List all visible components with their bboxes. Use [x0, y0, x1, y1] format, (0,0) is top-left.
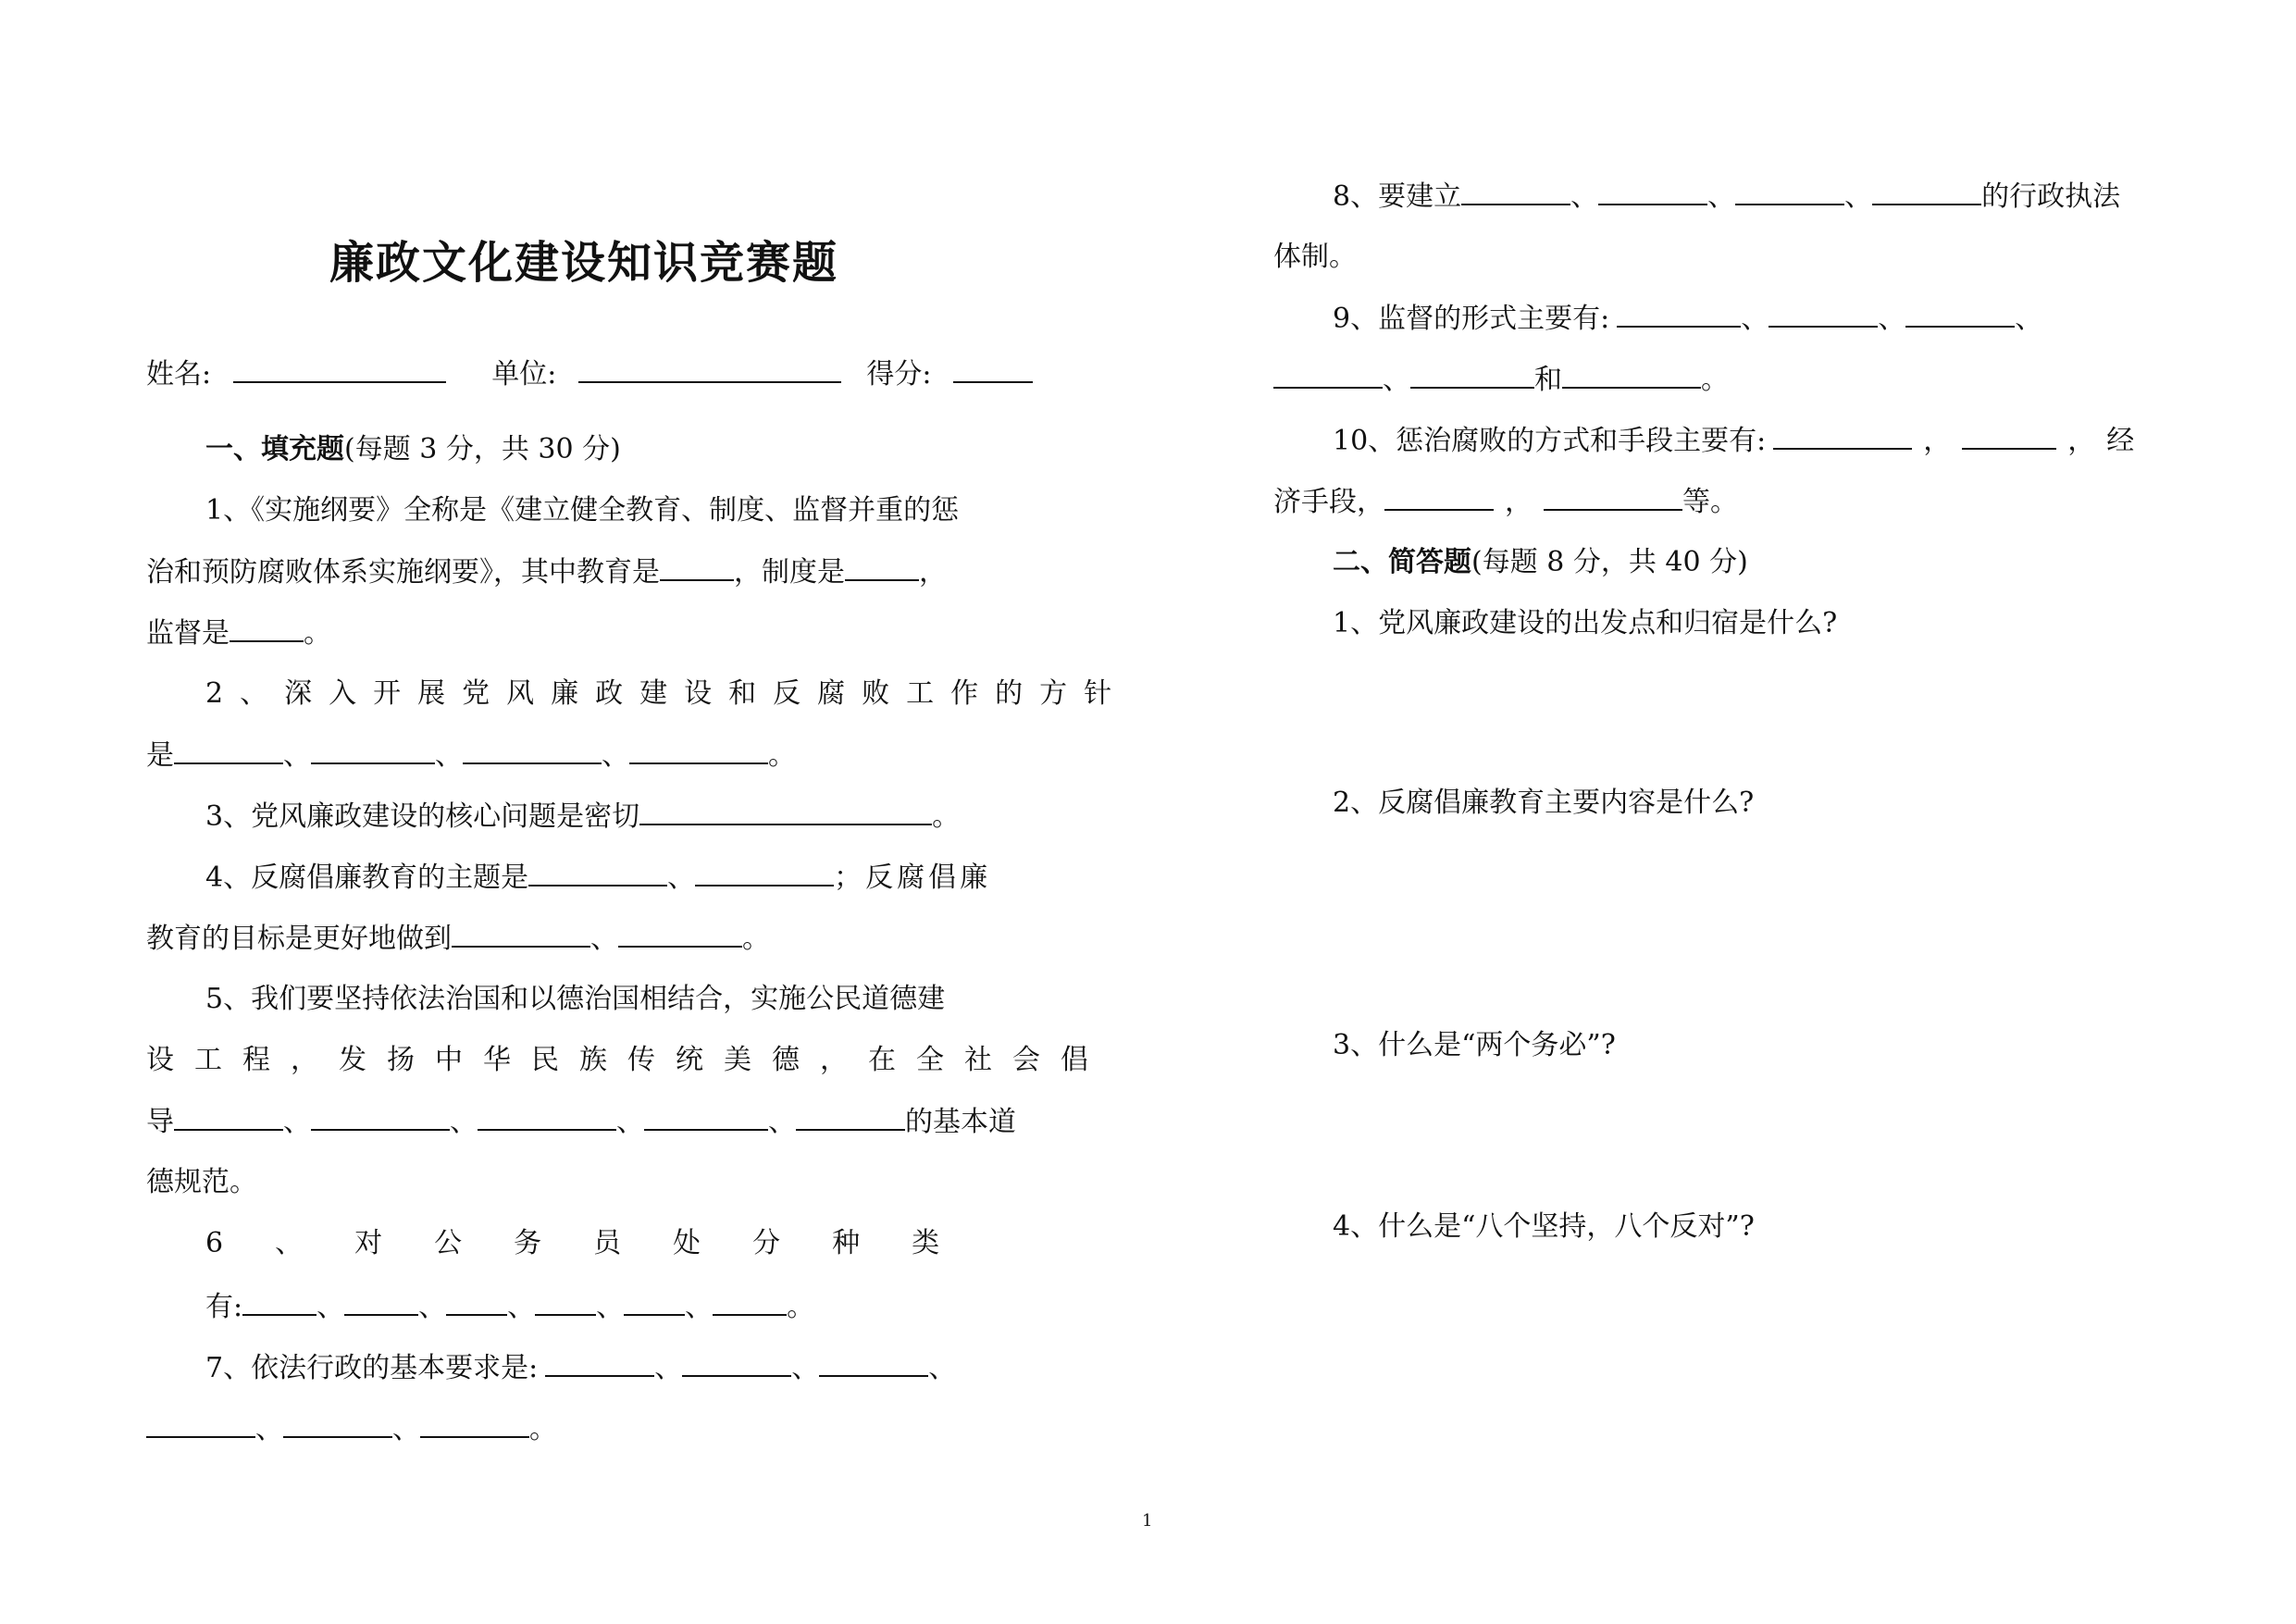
q5-blank-3[interactable] — [478, 1103, 616, 1131]
q7-blank-2[interactable] — [682, 1349, 791, 1377]
q1-line3 — [146, 614, 331, 652]
q4-blank-4[interactable] — [618, 920, 742, 948]
q7-sep: 、 — [654, 1352, 683, 1384]
q10-text-c: 济手段， — [1273, 486, 1384, 518]
q7-blank-4[interactable] — [146, 1410, 255, 1438]
q1-blank-supervision[interactable] — [230, 614, 304, 642]
q9-sep: 、 — [1878, 303, 1906, 335]
q7-sep: 、 — [255, 1413, 283, 1445]
q5-blank-4[interactable] — [644, 1103, 768, 1131]
q9-blank-2[interactable] — [1769, 300, 1878, 328]
q10-blank-1[interactable] — [1773, 422, 1912, 450]
q7-text-a: 7、依法行政的基本要求是: — [205, 1352, 539, 1384]
q10-blank-4[interactable] — [1544, 483, 1682, 511]
q8-sep: 、 — [1570, 180, 1599, 213]
q6-sep: 、 — [685, 1291, 714, 1323]
q8-blank-4[interactable] — [1872, 178, 1981, 205]
q5-sep: 、 — [283, 1106, 311, 1138]
q6-line1: 6、对公务员处分种类 — [205, 1227, 992, 1259]
score-label: 得分: — [866, 358, 932, 391]
q6-blank-6[interactable] — [713, 1288, 787, 1316]
q4-sep: 、 — [590, 923, 618, 955]
q6-sep: 、 — [418, 1291, 447, 1323]
q8-line1 — [1333, 178, 2120, 216]
q7-sep: 、 — [928, 1352, 957, 1384]
short-answer-question-4: 4、什么是“八个坚持，八个反对”? — [1333, 1210, 1755, 1243]
section1-heading — [205, 431, 621, 468]
q9-blank-5[interactable] — [1410, 361, 1534, 389]
q9-line1 — [1333, 300, 2042, 338]
q6-blank-5[interactable] — [624, 1288, 685, 1316]
q9-end: 。 — [1701, 364, 1729, 396]
q9-and: 和 — [1534, 364, 1562, 396]
q6-blank-2[interactable] — [344, 1288, 418, 1316]
q1-blank-system[interactable] — [845, 553, 919, 581]
q7-line2 — [146, 1410, 557, 1448]
q1-text-b: ，制度是 — [734, 556, 845, 589]
q8-blank-1[interactable] — [1461, 178, 1570, 205]
q5-blank-2[interactable] — [311, 1103, 450, 1131]
q2-text-a: 是 — [146, 739, 174, 772]
short-answer-question-2: 2、反腐倡廉教育主要内容是什么? — [1333, 787, 1755, 819]
q6-blank-4[interactable] — [535, 1288, 596, 1316]
q8-sep: 、 — [1707, 180, 1736, 213]
q7-end: 。 — [529, 1413, 557, 1445]
q4-text-a: 4、反腐倡廉教育的主题是 — [205, 862, 529, 894]
q10-line1 — [1333, 422, 2134, 460]
q8-blank-2[interactable] — [1598, 178, 1707, 205]
name-blank[interactable] — [233, 355, 446, 383]
q5-text-b: 的基本道 — [905, 1106, 1016, 1138]
q2-end: 。 — [768, 739, 796, 772]
q10-blank-2[interactable] — [1962, 422, 2056, 450]
q6-end: 。 — [787, 1291, 815, 1323]
q3-blank[interactable] — [639, 798, 932, 825]
q6-sep: 、 — [507, 1291, 536, 1323]
q7-blank-1[interactable] — [545, 1349, 654, 1377]
q2-blank-2[interactable] — [311, 737, 435, 764]
q5-blank-5[interactable] — [796, 1103, 905, 1131]
q5-text-a: 导 — [146, 1106, 174, 1138]
q9-sep: 、 — [2015, 303, 2043, 335]
header-fields — [146, 355, 1033, 393]
q9-text-a: 9、监督的形式主要有: — [1333, 303, 1610, 335]
q10-comma: ， — [1923, 425, 1952, 457]
q4-blank-3[interactable] — [452, 920, 590, 948]
q9-blank-3[interactable] — [1905, 300, 2015, 328]
q7-sep: 、 — [791, 1352, 820, 1384]
q9-line2 — [1273, 361, 1729, 399]
q6-text-a: 有: — [205, 1291, 243, 1323]
q1-text-d: 监督是 — [146, 617, 230, 650]
q3-text-b: 。 — [932, 800, 961, 833]
q3-line1 — [205, 798, 960, 836]
q5-blank-1[interactable] — [174, 1103, 283, 1131]
q6-sep: 、 — [596, 1291, 625, 1323]
q5-line1: 5、我们要坚持依法治国和以德治国相结合，实施公民道德建 — [205, 983, 946, 1015]
q4-blank-2[interactable] — [695, 859, 834, 886]
document-title: 廉政文化建设知识竞赛题 — [329, 237, 839, 289]
q9-blank-6[interactable] — [1562, 361, 1701, 389]
q4-end: 。 — [742, 923, 770, 955]
q2-blank-3[interactable] — [463, 737, 602, 764]
q10-comma: ， — [2067, 425, 2096, 457]
q2-sep: 、 — [602, 739, 629, 772]
q9-sep: 、 — [1741, 303, 1769, 335]
q2-blank-4[interactable] — [629, 737, 768, 764]
q5-sep: 、 — [616, 1106, 644, 1138]
q4-text-b: ；反腐倡廉 — [834, 862, 992, 894]
q9-blank-4[interactable] — [1273, 361, 1383, 389]
q4-line2 — [146, 920, 770, 958]
q8-line2: 体制。 — [1273, 241, 1357, 273]
score-blank[interactable] — [953, 355, 1033, 383]
q6-sep: 、 — [316, 1291, 345, 1323]
q10-comma: ， — [1505, 486, 1533, 518]
q4-blank-1[interactable] — [528, 859, 667, 886]
q5-line3 — [146, 1103, 1016, 1141]
q6-line2 — [205, 1288, 814, 1326]
q8-blank-3[interactable] — [1735, 178, 1844, 205]
q4-text-c: 教育的目标是更好地做到 — [146, 923, 452, 955]
name-label: 姓名: — [146, 358, 212, 391]
q7-blank-6[interactable] — [420, 1410, 529, 1438]
q10-text-b: 经 — [2106, 425, 2135, 457]
q2-sep: 、 — [283, 739, 311, 772]
q1-blank-education[interactable] — [660, 553, 734, 581]
q1-text-a: 治和预防腐败体系实施纲要》，其中教育是 — [146, 556, 660, 589]
q1-text-c: ， — [919, 556, 947, 589]
q9-sep: 、 — [1383, 364, 1410, 396]
q8-sep: 、 — [1844, 180, 1873, 213]
q7-blank-5[interactable] — [283, 1410, 392, 1438]
q5-line4: 德规范。 — [146, 1166, 257, 1198]
q10-text-a: 10、惩治腐败的方式和手段主要有: — [1333, 425, 1767, 457]
q10-text-d: 等。 — [1682, 486, 1738, 518]
q2-line1: 2、深入开展党风廉政建设和反腐败工作的方针 — [205, 677, 1129, 710]
q1-line2 — [146, 553, 947, 591]
q1-text-e: 。 — [304, 617, 331, 650]
q5-sep: 、 — [768, 1106, 796, 1138]
section2-note: (每题 8 分，共 40 分) — [1471, 546, 1748, 578]
short-answer-question-1: 1、党风廉政建设的出发点和归宿是什么? — [1333, 607, 1838, 639]
q5-line2: 设工程，发扬中华民族传统美德，在全社会倡 — [146, 1044, 1109, 1076]
q6-blank-3[interactable] — [446, 1288, 507, 1316]
q9-blank-1[interactable] — [1617, 300, 1741, 328]
q2-line2 — [146, 737, 796, 775]
q4-line1 — [205, 859, 991, 897]
q2-sep: 、 — [435, 739, 463, 772]
section1-title: 一、填充题 — [205, 433, 344, 465]
unit-label: 单位: — [491, 358, 557, 391]
unit-blank[interactable] — [578, 355, 841, 383]
q7-sep: 、 — [392, 1413, 420, 1445]
q4-sep: 、 — [667, 862, 696, 894]
q8-text-a: 8、要建立 — [1333, 180, 1462, 213]
q8-text-b: 的行政执法 — [1981, 180, 2121, 213]
q3-text-a: 3、党风廉政建设的核心问题是密切 — [205, 800, 640, 833]
section1-note: (每题 3 分，共 30 分) — [344, 433, 621, 465]
q7-line1 — [205, 1349, 956, 1387]
q1-line1: 1、《实施纲要》全称是《建立健全教育、制度、监督并重的惩 — [205, 494, 960, 527]
section2-heading — [1333, 544, 1748, 581]
q7-blank-3[interactable] — [819, 1349, 928, 1377]
q6-blank-1[interactable] — [242, 1288, 316, 1316]
q10-blank-3[interactable] — [1384, 483, 1494, 511]
page-number: 1 — [1142, 1511, 1153, 1531]
section2-title: 二、简答题 — [1333, 546, 1471, 578]
short-answer-question-3: 3、什么是“两个务必”? — [1333, 1029, 1616, 1061]
q10-line2 — [1273, 483, 1738, 521]
q2-blank-1[interactable] — [174, 737, 283, 764]
q5-sep: 、 — [450, 1106, 478, 1138]
